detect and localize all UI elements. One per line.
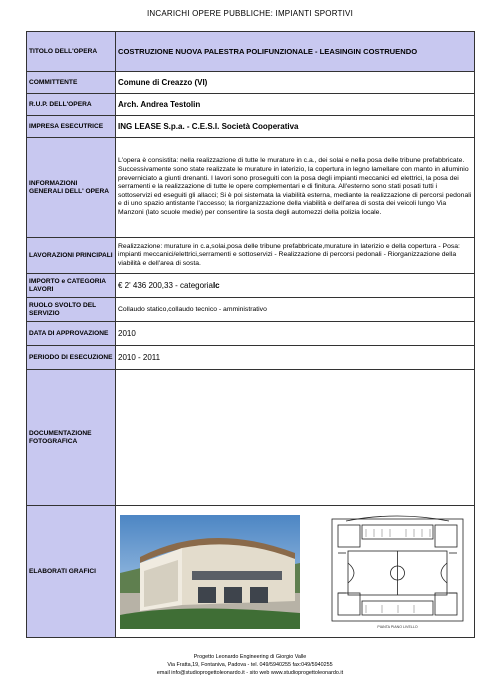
footer-address: Via Fratta,19, Fontaniva, Padova - tel. 049/5940255 fax:049/5940255 [167, 662, 333, 668]
value-documentazione [116, 370, 475, 506]
label-titolo: TITOLO DELL'OPERA [27, 32, 116, 72]
value-lavorazioni: Realizzazione: murature in c.a,solai,posa delle tribune prefabbricate,murature in laterizio e della copertura - Posa: impianti meccanici/elettrici,serramenti e sottoservizi - Realizzazione di percorsi pedonali - Riorganizzazione della viabilità e dell'area di sosta. [116, 238, 475, 274]
page-footer [0, 653, 500, 677]
label-committente: COMMITTENTE [27, 72, 116, 94]
row-informazioni [27, 138, 475, 238]
importo-amount: € 2' 436 200,33 - categoria [118, 281, 213, 290]
value-importo [116, 274, 475, 298]
floor-plan-image [326, 513, 469, 631]
row-importo [27, 274, 475, 298]
row-data [27, 322, 475, 346]
label-ruolo: RUOLO SVOLTO DEL SERVIZIO [27, 298, 116, 322]
value-titolo: COSTRUZIONE NUOVA PALESTRA POLIFUNZIONALE - LEASINGIN COSTRUENDO [116, 32, 475, 72]
row-titolo [27, 32, 475, 72]
label-data: DATA DI APPROVAZIONE [27, 322, 116, 346]
page-header: INCARICHI OPERE PUBBLICHE: IMPIANTI SPORTIVI [146, 9, 354, 18]
label-informazioni: INFORMAZIONI GENERALI DELL' OPERA [27, 138, 116, 238]
row-elaborati [27, 506, 475, 638]
label-periodo: PERIODO DI ESECUZIONE [27, 346, 116, 370]
label-elaborati: ELABORATI GRAFICI [27, 506, 116, 638]
label-lavorazioni: LAVORAZIONI PRINCIPALI [27, 238, 116, 274]
value-ruolo: Collaudo statico,collaudo tecnico - amministrativo [116, 298, 475, 322]
label-rup: R.U.P. DELL'OPERA [27, 94, 116, 116]
footer-contacts: email info@studioprogettoleonardo.it - sito web www.studioprogettoleonardo.it [156, 670, 344, 676]
footer-company: Progetto Leonardo Engineering di Giorgio Valle [193, 654, 307, 660]
label-impresa: IMPRESA ESECUTRICE [27, 116, 116, 138]
value-periodo: 2010 - 2011 [116, 346, 475, 370]
value-committente: Comune di Creazzo (VI) [116, 72, 475, 94]
row-rup [27, 94, 475, 116]
value-impresa: ING LEASE S.p.a. - C.E.S.I. Società Cooperativa [116, 116, 475, 138]
row-lavorazioni [27, 238, 475, 274]
value-data: 2010 [116, 322, 475, 346]
value-informazioni: L'opera è consistita: nella realizzazione di tutte le murature in c.a., dei solai e nella posa delle tribune prefabbricate. Successivamente sono state realizzate le murature in laterizio, la copertura in legno lamellare con manto in alluminio preverniciato a giunti drenanti. I lavori sono proseguiti con la posa degli impianti meccanici ed elettrici, la posa dei serramenti e la realizzazione di tutte le opere complementari e di finitura. All'esterno sono stati posati tutti i sottoservizi ed eseguiti gli allacci; Si è poi sistemata la viabilità esterna, mediante la realizzazione di percorsi pedonali e di uno spazio antistante l'accesso; la riorganizzazione della viabilità e dell'area di sosta dei veicoli lungo Via Manzoni (lato scuole medie) per consentire la sosta degli automezzi della polizia locale. [116, 138, 475, 238]
row-ruolo [27, 298, 475, 322]
label-documentazione: DOCUMENTAZIONE FOTOGRAFICA [27, 370, 116, 506]
value-rup: Arch. Andrea Testolin [116, 94, 475, 116]
row-periodo [27, 346, 475, 370]
row-committente [27, 72, 475, 94]
row-impresa [27, 116, 475, 138]
value-elaborati [116, 506, 475, 638]
project-sheet-table [26, 31, 475, 638]
building-render-image [120, 515, 300, 629]
label-importo: IMPORTO e CATEGORIA LAVORI [27, 274, 116, 298]
plan-caption: PIANTA PIANO LIVELLO [377, 624, 418, 629]
row-documentazione [27, 370, 475, 506]
importo-category: Ic [212, 281, 220, 290]
